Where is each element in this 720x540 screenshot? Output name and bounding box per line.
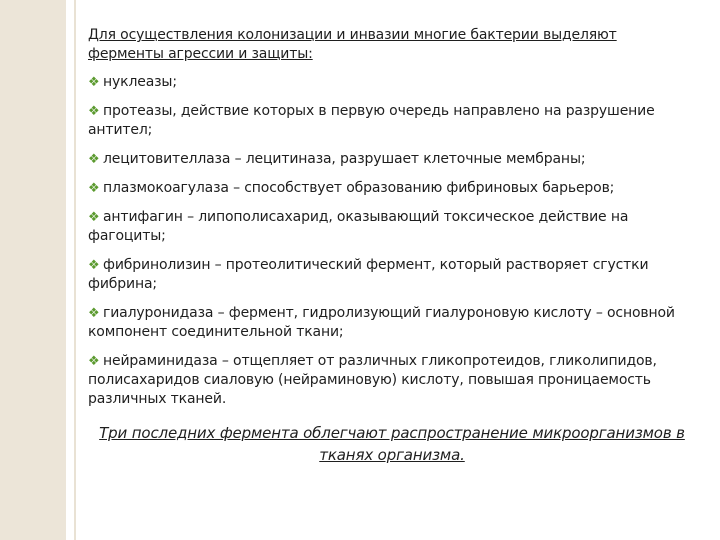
diamond-bullet-icon: ❖: [88, 258, 100, 273]
enzyme-list: [88, 73, 696, 409]
list-item-text: плазмокоагулаза – способствует образованию фибриновых барьеров;: [103, 180, 615, 196]
intro-text: Для осуществления колонизации и инвазии многие бактерии выделяют ферменты агрессии и защиты:: [88, 27, 617, 62]
list-item: [88, 208, 696, 246]
diamond-bullet-icon: ❖: [88, 181, 100, 196]
diamond-bullet-icon: ❖: [88, 354, 100, 369]
diamond-bullet-icon: ❖: [88, 306, 100, 321]
list-item-text: нейраминидаза – отщепляет от различных гликопротеидов, гликолипидов, полисахаридов сиаловую (нейраминовую) кислоту, повышая проницаемость различных тканей.: [88, 353, 657, 407]
list-item-text: гиалуронидаза – фермент, гидролизующий гиалуроновую кислоту – основной компонент соединительной ткани;: [88, 305, 675, 340]
list-item: [88, 179, 696, 198]
list-item: [88, 150, 696, 169]
diamond-bullet-icon: ❖: [88, 210, 100, 225]
diamond-bullet-icon: ❖: [88, 75, 100, 90]
list-item: [88, 352, 696, 409]
side-decoration-panel: [0, 0, 66, 540]
diamond-bullet-icon: ❖: [88, 152, 100, 167]
list-item-text: протеазы, действие которых в первую очередь направлено на разрушение антител;: [88, 103, 655, 138]
list-item: [88, 256, 696, 294]
list-item: [88, 102, 696, 140]
list-item-text: лецитовителлаза – лецитиназа, разрушает клеточные мембраны;: [103, 151, 586, 167]
list-item-text: антифагин – липополисахарид, оказывающий токсическое действие на фагоциты;: [88, 209, 629, 244]
list-item-text: нуклеазы;: [103, 74, 177, 90]
diamond-bullet-icon: ❖: [88, 104, 100, 119]
list-item: [88, 73, 696, 92]
side-decoration-line: [74, 0, 76, 540]
list-item-text: фибринолизин – протеолитический фермент, который растворяет сгустки фибрина;: [88, 257, 649, 292]
conclusion-text: Три последних фермента облегчают распространение микроорганизмов в тканях организма.: [99, 424, 685, 464]
list-item: [88, 304, 696, 342]
slide-content: [88, 26, 696, 466]
